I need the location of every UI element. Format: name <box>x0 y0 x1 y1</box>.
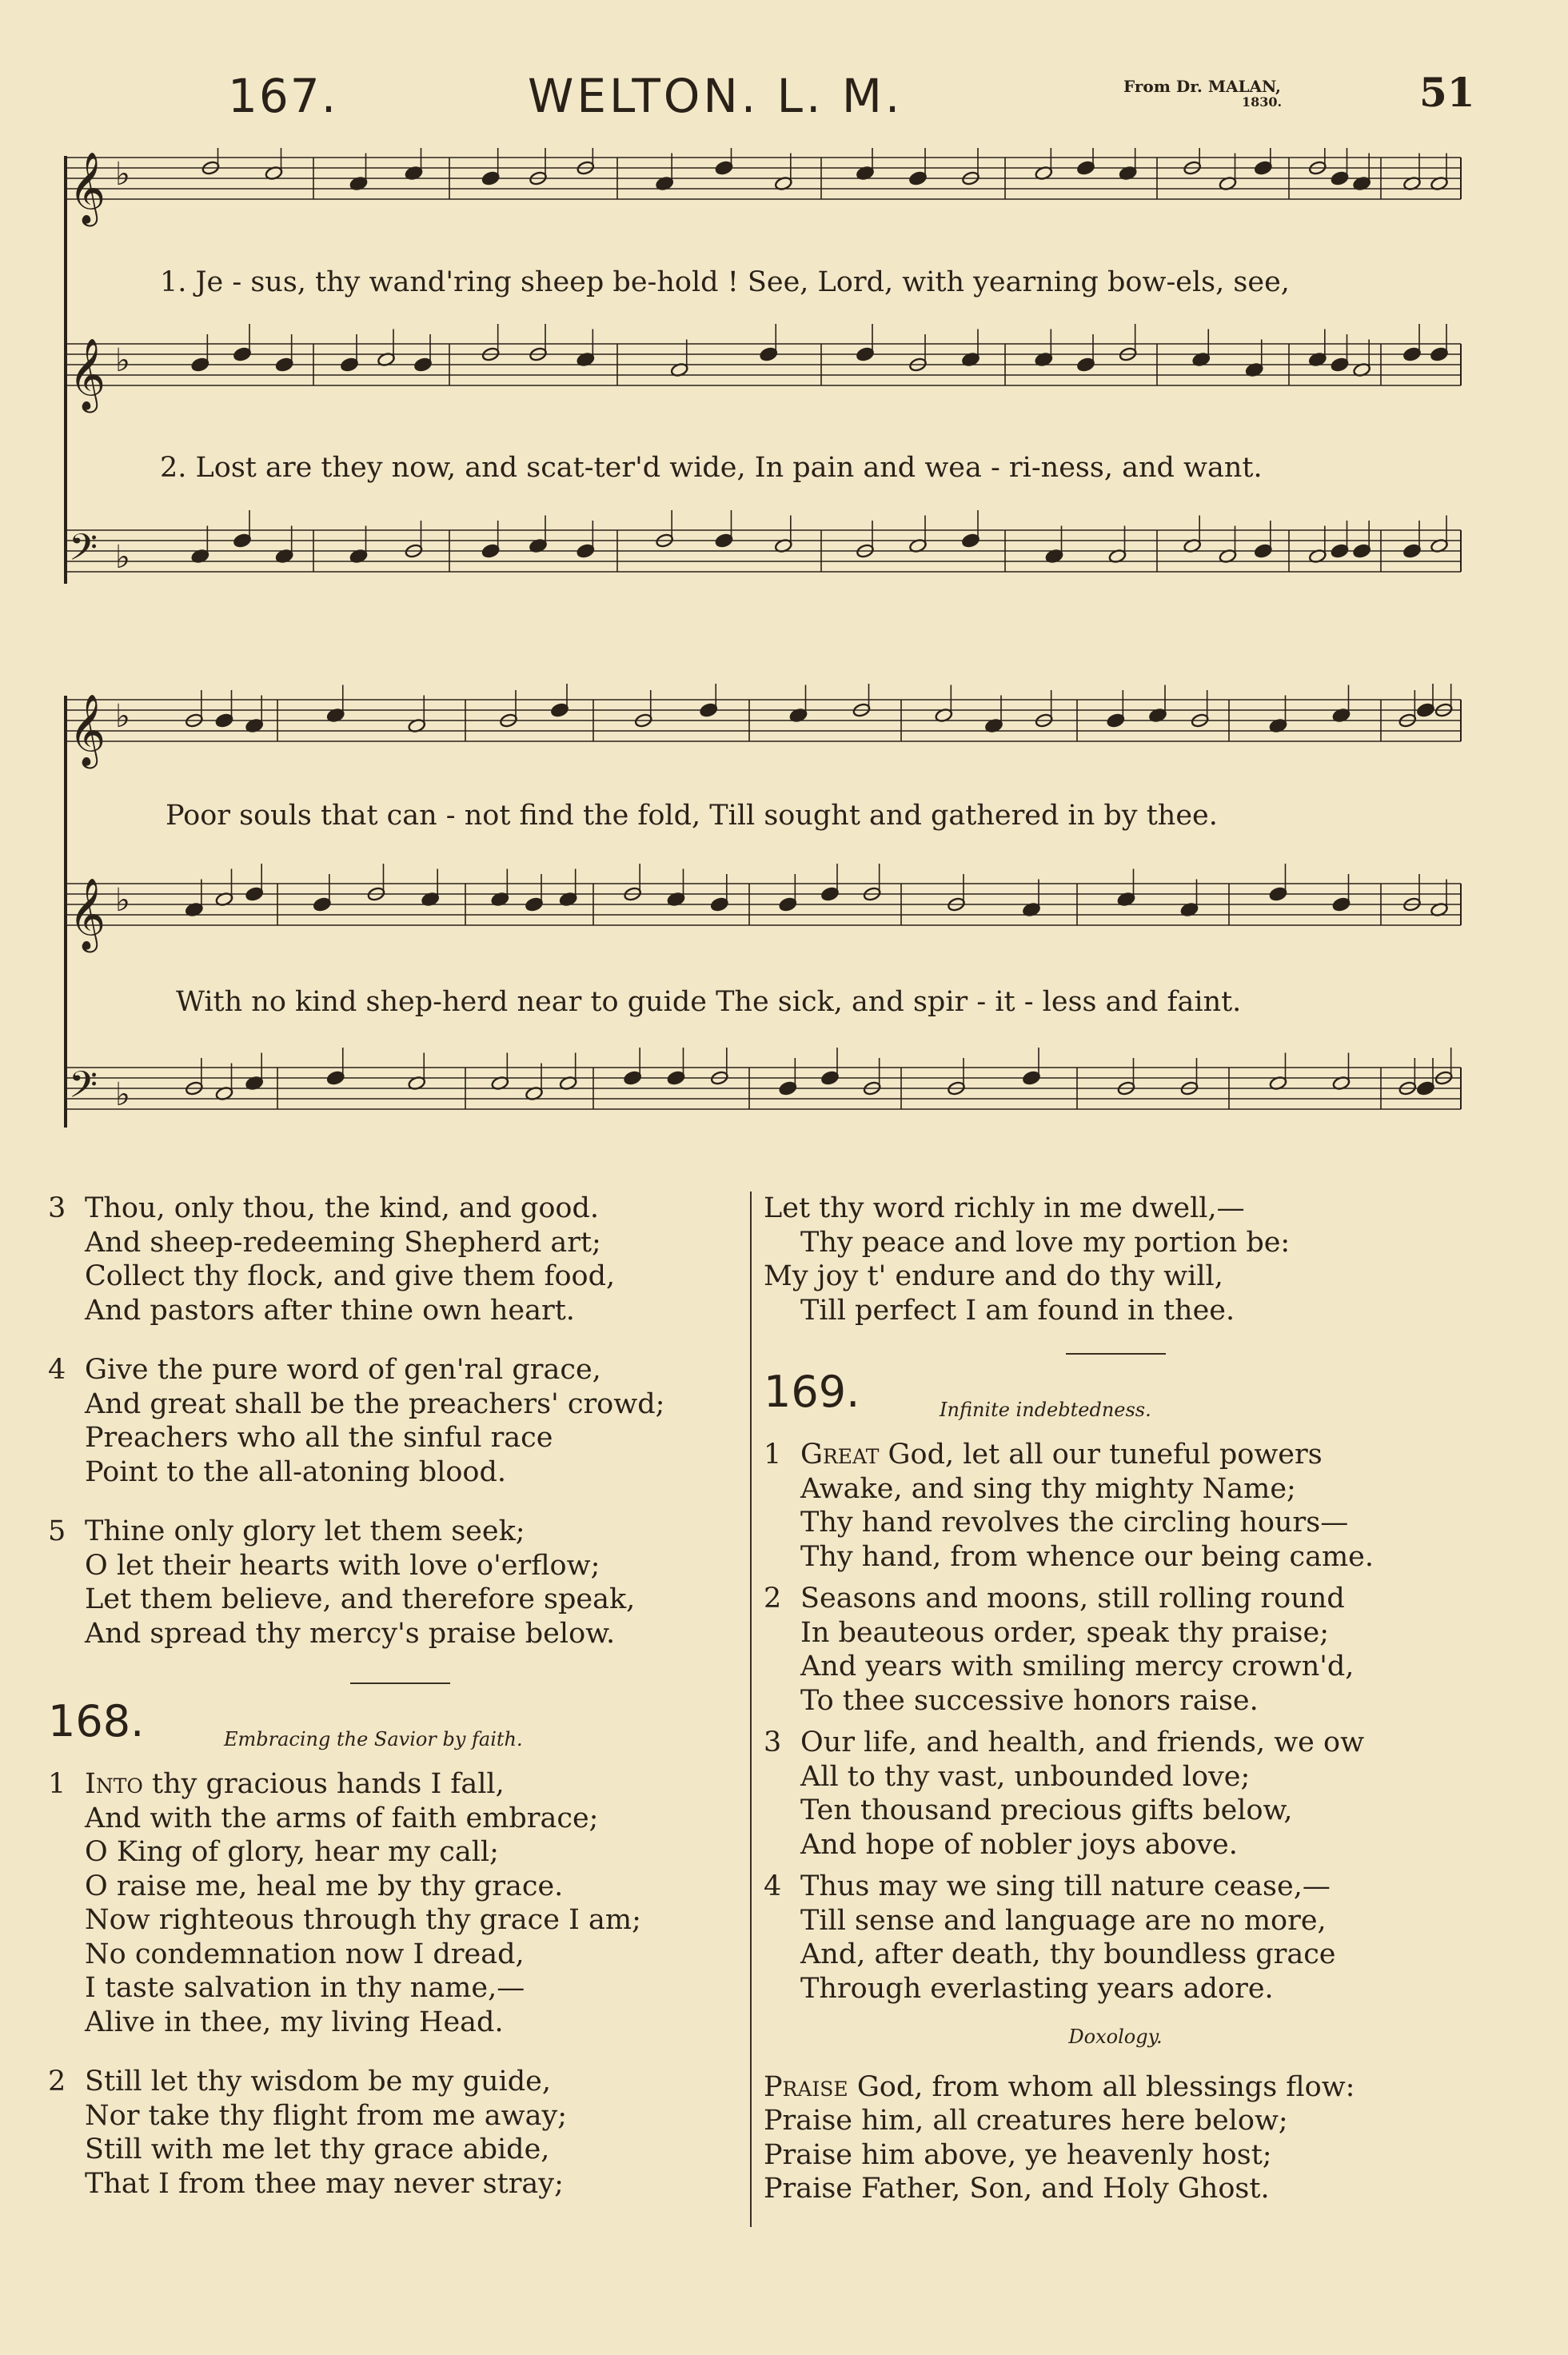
flat-key-signature-icon: ♭ <box>115 538 130 576</box>
treble-clef-icon: 𝄞 <box>69 152 106 224</box>
verse-line: Ten thousand precious gifts below, <box>800 1794 1293 1826</box>
verse-line: thy gracious hands I fall, <box>142 1768 505 1800</box>
verse-line: Through everlasting years adore. <box>800 1972 1274 2005</box>
note-head <box>1254 543 1272 558</box>
note-head <box>760 346 778 361</box>
doxology-text <box>764 2070 1467 2206</box>
note-head <box>550 702 569 717</box>
verse-line: To thee successive honors raise. <box>800 1684 1259 1717</box>
verse-line: And spread thy mercy's praise below. <box>85 1617 616 1650</box>
verse-line: Praise Father, Son, and Holy Ghost. <box>764 2173 1270 2205</box>
note-head <box>1430 346 1448 361</box>
verse-line: Seasons and moons, still rolling round <box>800 1583 1345 1615</box>
note-head <box>624 1070 642 1085</box>
stanza-number: 1 <box>48 1768 66 1800</box>
note-head <box>908 170 927 186</box>
verse-line: Thy hand, from whence our being came. <box>800 1540 1374 1573</box>
hymn-169-stanza-1 <box>764 1438 1467 1574</box>
note-head <box>820 886 839 901</box>
verse-line: God, from whom all blessings flow: <box>848 2070 1355 2103</box>
stanza-number: 4 <box>48 1354 66 1386</box>
note-head <box>1331 357 1349 372</box>
hymn-167-stanza-5 <box>48 1515 752 1650</box>
note-head <box>667 1070 685 1085</box>
note-head <box>1402 346 1421 361</box>
verse-line: Thus may we sing till nature cease,— <box>800 1870 1331 1902</box>
verse-line: Nor take thy flight from me away; <box>85 2099 568 2132</box>
verse-line: And great shall be the preachers' crowd; <box>85 1387 665 1420</box>
page-number: 51 <box>1419 69 1475 116</box>
note-head <box>779 1080 797 1096</box>
hymn-169-heading <box>764 1367 1467 1431</box>
verse-line: No condemnation now I dread, <box>85 1938 525 1970</box>
verse-line: Let them believe, and therefore speak, <box>85 1583 636 1615</box>
note-head <box>1254 160 1272 175</box>
note-head <box>1269 886 1287 901</box>
verse-line: And pastors after thine own heart. <box>85 1294 575 1327</box>
verse-line: Still with me let thy grace abide, <box>85 2133 550 2165</box>
flat-key-signature-icon: ♭ <box>115 697 130 735</box>
note-head <box>700 702 718 717</box>
note-head <box>1416 702 1434 717</box>
treble-clef-icon: 𝄞 <box>69 878 106 950</box>
verse-line: Praise him, all creatures here below; <box>764 2105 1288 2137</box>
hymn-separator <box>350 1682 450 1684</box>
note-head <box>326 1070 345 1085</box>
stanza-number: 3 <box>48 1192 66 1224</box>
first-word: Into <box>85 1768 143 1800</box>
tune-source-name: From Dr. MALAN, <box>1123 77 1282 96</box>
flat-key-signature-icon: ♭ <box>115 881 130 919</box>
note-head <box>1022 1070 1040 1085</box>
note-head <box>1402 543 1421 558</box>
hymn-168-stanza-2-cont <box>764 1191 1467 1327</box>
hymn-number: 169. <box>764 1367 860 1417</box>
right-column <box>764 1191 1467 2232</box>
lyric-line-verse-2: With no kind shep-herd near to guide The sick, and spir - it - less and faint. <box>176 986 1242 1018</box>
note-head <box>413 357 432 372</box>
left-column <box>48 1191 752 2226</box>
bass-clef-icon: 𝄢 <box>69 1064 98 1116</box>
verse-line: Alive in thee, my living Head. <box>85 2006 504 2038</box>
hymn-number: 168. <box>48 1696 145 1746</box>
verse-line: Till perfect I am found in thee. <box>800 1294 1235 1327</box>
hymn-separator <box>1066 1353 1166 1355</box>
note-head <box>191 357 209 372</box>
doxology-title: Doxology. <box>1068 2026 1163 2048</box>
first-word: Praise <box>764 2070 848 2103</box>
music-notation-1 <box>50 148 1469 604</box>
stanza-number: 2 <box>764 1583 782 1615</box>
music-system-2 <box>50 684 1469 1148</box>
verse-line: Point to the all-atoning blood. <box>85 1455 506 1488</box>
music-notation-2 <box>50 684 1469 1148</box>
hymn-168-stanza-1 <box>48 1767 752 2039</box>
note-head <box>525 896 543 912</box>
verse-line: In beauteous order, speak thy praise; <box>800 1616 1330 1649</box>
verse-line: All to thy vast, unbounded love; <box>800 1760 1251 1793</box>
note-head <box>1076 160 1095 175</box>
verse-line: Preachers who all the sinful race <box>85 1422 553 1454</box>
flat-key-signature-icon: ♭ <box>115 155 130 193</box>
verse-line: And sheep-redeeming Shepherd art; <box>85 1226 601 1259</box>
verse-line: Our life, and health, and friends, we ow <box>800 1726 1365 1758</box>
note-head <box>233 533 251 548</box>
verse-line: And hope of nobler joys above. <box>800 1828 1238 1861</box>
note-head <box>779 896 797 912</box>
hymn-title: Infinite indebtedness. <box>940 1399 1151 1421</box>
stanza-number: 3 <box>764 1726 782 1758</box>
verse-line: Give the pure word of gen'ral grace, <box>85 1354 601 1386</box>
verse-line: Awake, and sing thy mighty Name; <box>800 1472 1296 1505</box>
first-word: Great <box>800 1439 880 1471</box>
note-head <box>233 346 251 361</box>
note-head <box>1331 170 1349 186</box>
hymn-169-stanza-4 <box>764 1870 1467 2006</box>
verse-line: Praise him above, ye heavenly host; <box>764 2138 1272 2171</box>
tune-source-year: 1830. <box>1242 94 1283 110</box>
verse-line: Collect thy flock, and give them food, <box>85 1260 616 1292</box>
verse-line: O King of glory, hear my call; <box>85 1836 499 1868</box>
note-head <box>1107 712 1125 728</box>
note-head <box>215 712 233 728</box>
hymn-167-stanza-4 <box>48 1353 752 1489</box>
verse-line: Let thy word richly in me dwell,— <box>764 1192 1245 1224</box>
verse-line: God, let all our tuneful powers <box>879 1439 1323 1471</box>
verse-line: Still let thy wisdom be my guide, <box>85 2066 551 2098</box>
note-head <box>481 543 500 558</box>
verse-line: O raise me, heal me by thy grace. <box>85 1870 564 1902</box>
flat-key-signature-icon: ♭ <box>115 341 130 379</box>
lyric-line-verse-1: 1. Je - sus, thy wand'ring sheep be-hold ! See, Lord, with yearning bow-els, see, <box>160 266 1290 298</box>
verse-line: Thy peace and love my portion be: <box>800 1226 1291 1259</box>
bass-clef-icon: 𝄢 <box>69 526 98 578</box>
verse-line: That I from thee may never stray; <box>85 2167 564 2200</box>
verse-line: I taste salvation in thy name,— <box>85 1972 525 2004</box>
hymn-167-stanza-3 <box>48 1191 752 1327</box>
hymn-168-heading <box>48 1696 752 1761</box>
note-head <box>481 170 500 186</box>
note-head <box>710 896 728 912</box>
treble-clef-icon: 𝄞 <box>69 694 106 766</box>
stanza-number: 1 <box>764 1439 782 1471</box>
verse-line: Till sense and language are no more, <box>800 1904 1327 1937</box>
verse-line: And with the arms of faith embrace; <box>85 1802 599 1834</box>
note-head <box>1076 357 1095 372</box>
verse-line: And years with smiling mercy crown'd, <box>800 1650 1355 1682</box>
lyric-line-verse-2: 2. Lost are they now, and scat-ter'd wide, In pain and wea - ri-ness, and want. <box>160 452 1263 484</box>
tune-title: WELTON. L. M. <box>528 69 904 123</box>
note-head <box>1331 543 1349 558</box>
note-head <box>577 543 595 558</box>
tune-source <box>1123 77 1283 110</box>
verse-line: Now righteous through thy grace I am; <box>85 1904 641 1936</box>
note-head <box>1416 1080 1434 1096</box>
hymn-169-stanza-2 <box>764 1582 1467 1718</box>
verse-line: My joy t' endure and do thy will, <box>764 1260 1223 1292</box>
note-head <box>820 1070 839 1085</box>
hymn-168-stanza-2 <box>48 2065 752 2201</box>
note-head <box>856 346 874 361</box>
verse-line: And, after death, thy boundless grace <box>800 1938 1336 1970</box>
verse-line: O let their hearts with love o'erflow; <box>85 1549 600 1582</box>
note-head <box>313 896 331 912</box>
note-head <box>275 357 293 372</box>
lyric-line-verse-1: Poor souls that can - not find the fold, Till sought and gathered in by thee. <box>166 800 1218 832</box>
hymn-title: Embracing the Savior by faith. <box>224 1728 523 1750</box>
music-system-1 <box>50 148 1469 604</box>
verse-line: Thou, only thou, the kind, and good. <box>85 1192 599 1224</box>
stanza-number: 2 <box>48 2066 66 2098</box>
hymn-169-stanza-3 <box>764 1726 1467 1862</box>
flat-key-signature-icon: ♭ <box>115 1076 130 1113</box>
verse-line: Thy hand revolves the circling hours— <box>800 1507 1349 1539</box>
note-head <box>1353 543 1371 558</box>
note-head <box>1332 896 1351 912</box>
page-header <box>0 64 1568 136</box>
note-head <box>961 533 980 548</box>
note-head <box>245 886 264 901</box>
note-head <box>340 357 358 372</box>
verse-line: Thine only glory let them seek; <box>85 1515 525 1547</box>
hymn-number: 167. <box>228 69 338 123</box>
treble-clef-icon: 𝄞 <box>69 338 106 410</box>
stanza-number: 5 <box>48 1515 66 1547</box>
note-head <box>715 160 733 175</box>
note-head <box>715 533 733 548</box>
stanza-number: 4 <box>764 1870 782 1902</box>
